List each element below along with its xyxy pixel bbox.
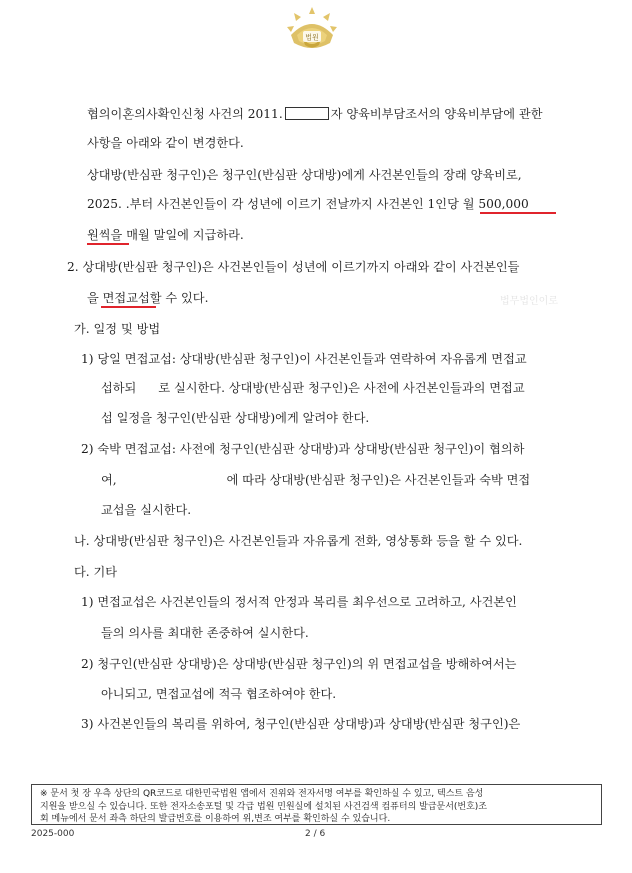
text-line-10 (101, 380, 525, 396)
text-line-11: 섭 일정을 청구인(반심판 상대방)에게 알려야 한다. (101, 411, 370, 425)
text-fragment: 섭하되 (101, 381, 137, 395)
text-line-6: 2. 상대방(반심판 청구인)은 사건본인들이 성년에 이르기까지 아래와 같이 사건본인들 (67, 260, 520, 274)
issue-number: 2025-000 (31, 829, 75, 839)
seal-text: 법원 (305, 33, 319, 42)
text-fragment: 여, (101, 473, 117, 487)
notice-line: ※ 문서 첫 장 우측 상단의 QR코드로 대한민국법원 앱에서 진위와 전자서명 여부를 확인하실 수 있고, 텍스트 음성 (40, 789, 484, 799)
text-line-14: 교섭을 실시한다. (101, 503, 192, 517)
watermark-text: 법무법인이로 (500, 296, 558, 307)
text-line-20: 아니되고, 면접교섭에 적극 협조하여야 한다. (101, 687, 337, 701)
text-line-8: 가. 일정 및 방법 (74, 322, 161, 336)
text-line-13 (101, 472, 530, 488)
red-underline (101, 306, 156, 308)
text-line-21: 3) 사건본인들의 복리를 위하여, 청구인(반심판 상대방)과 상대방(반심판 청구인)은 (81, 717, 521, 731)
text-line-1 (87, 106, 542, 122)
text-line-2: 사항을 아래와 같이 변경한다. (87, 136, 244, 150)
page-number: 2 / 6 (305, 829, 326, 839)
verification-notice (31, 784, 602, 825)
red-underline (480, 212, 556, 214)
redaction-box (285, 107, 329, 120)
text-line-19: 2) 청구인(반심판 상대방)은 상대방(반심판 청구인)의 위 면접교섭을 방해하여서는 (81, 657, 517, 671)
text-line-16: 다. 기타 (74, 565, 118, 579)
red-underline (87, 243, 129, 245)
notice-line: 회 메뉴에서 문서 좌측 하단의 발급번호를 이용하여 위,변조 여부를 확인하실 수 있습니다. (40, 814, 391, 824)
court-seal-icon (281, 5, 343, 55)
text-fragment: 로 실시한다. 상대방(반심판 청구인)은 사전에 사건본인들과의 면접교 (158, 381, 525, 395)
text-line-17: 1) 면접교섭은 사건본인들의 정서적 안정과 복리를 최우선으로 고려하고, 사건본인 (81, 595, 517, 609)
text-line-3: 상대방(반심판 청구인)은 청구인(반심판 상대방)에게 사건본인들의 장래 양육비로, (87, 168, 522, 182)
text-line-18: 들의 의사를 최대한 존중하여 실시한다. (101, 626, 309, 640)
text-line-15: 나. 상대방(반심판 청구인)은 사건본인들과 자유롭게 전화, 영상통화 등을 할 수 있다. (74, 534, 523, 548)
text-line-4: 2025. .부터 사건본인들이 각 성년에 이르기 전날까지 사건본인 1인당 월 500,000 (87, 197, 529, 211)
notice-line: 지원을 받으실 수 있습니다. 또한 전자소송포털 및 각급 법원 민원실에 설치된 사건검색 컴퓨터의 발급문서(번호)조 (40, 801, 488, 812)
text-line-9: 1) 당일 면접교섭: 상대방(반심판 청구인)이 사건본인들과 연락하여 자유롭게 면접교 (81, 352, 527, 366)
text-fragment: 자 양육비부담조서의 양육비부담에 관한 (330, 107, 543, 121)
text-line-12: 2) 숙박 면접교섭: 사전에 청구인(반심판 상대방)과 상대방(반심판 청구인)이 협의하 (81, 442, 525, 456)
text-line-7: 을 면접교섭할 수 있다. (87, 291, 209, 305)
text-fragment: 에 따라 상대방(반심판 청구인)은 사건본인들과 숙박 면접 (226, 473, 531, 487)
text-line-5: 원씩을 매월 말일에 지급하라. (87, 228, 244, 242)
text-fragment: 협의이혼의사확인신청 사건의 2011. (87, 107, 283, 121)
